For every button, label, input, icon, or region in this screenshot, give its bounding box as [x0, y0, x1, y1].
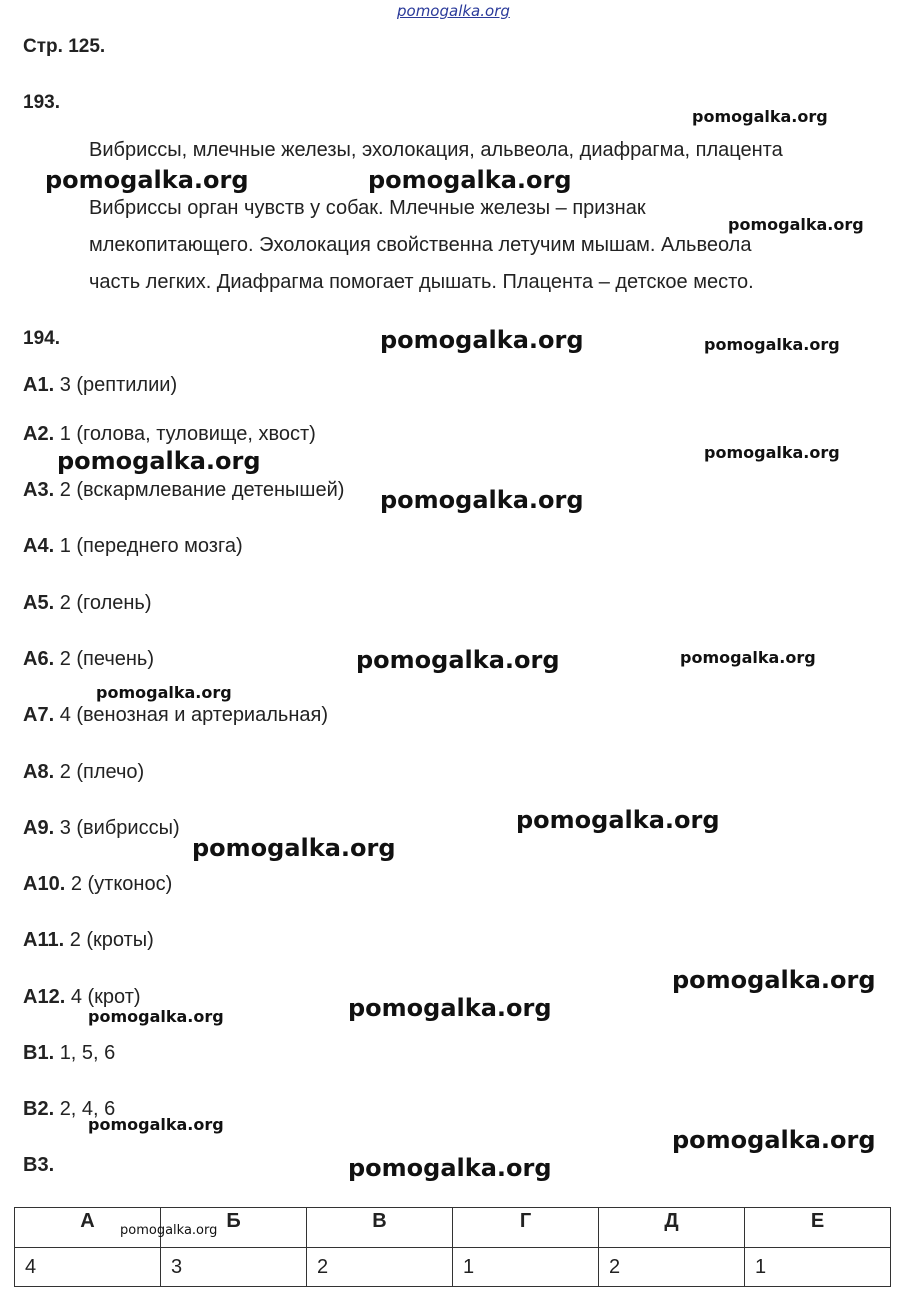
watermark: pomogalka.org — [672, 966, 876, 994]
answer-b1: В1. 1, 5, 6 — [23, 1042, 116, 1064]
task-193-terms: Вибриссы, млечные железы, эхолокация, альвеола, диафрагма, плацента — [89, 139, 783, 161]
answer-a1: А1. 3 (рептилии) — [23, 374, 178, 396]
table-cell: 2 — [307, 1248, 453, 1287]
top-watermark[interactable]: pomogalka.org — [397, 2, 510, 20]
watermark: pomogalka.org — [45, 166, 249, 194]
answer-a7: А7. 4 (венозная и артериальная) — [23, 704, 328, 726]
watermark: pomogalka.org — [368, 166, 572, 194]
table-cell: 2 — [599, 1248, 745, 1287]
watermark: pomogalka.org — [120, 1223, 218, 1238]
answer-a10: А10. 2 (утконос) — [23, 873, 173, 895]
table-cell: 1 — [453, 1248, 599, 1287]
answer-a6: А6. 2 (печень) — [23, 648, 154, 670]
page-header: Стр. 125. — [23, 36, 106, 57]
table-header-cell: Д — [599, 1208, 745, 1248]
task-193-line-1: Вибриссы орган чувств у собак. Млечные железы – признак — [89, 197, 646, 219]
watermark: pomogalka.org — [57, 447, 261, 475]
watermark: pomogalka.org — [348, 1154, 552, 1182]
answer-b2: В2. 2, 4, 6 — [23, 1098, 116, 1120]
table-header-cell: Е — [745, 1208, 891, 1248]
table-cell: 4 — [15, 1248, 161, 1287]
watermark: pomogalka.org — [88, 1115, 224, 1134]
watermark: pomogalka.org — [672, 1126, 876, 1154]
watermark: pomogalka.org — [704, 443, 840, 462]
answer-a11: А11. 2 (кроты) — [23, 929, 154, 951]
answer-a2: А2. 1 (голова, туловище, хвост) — [23, 423, 316, 445]
table-row — [15, 1248, 891, 1287]
watermark: pomogalka.org — [516, 806, 720, 834]
table-header-cell: Г — [453, 1208, 599, 1248]
watermark: pomogalka.org — [704, 335, 840, 354]
task-193-line-2: млекопитающего. Эхолокация свойственна летучим мышам. Альвеола — [89, 234, 752, 256]
answer-a12: А12. 4 (крот) — [23, 986, 141, 1008]
task-194-number: 194. — [23, 328, 60, 349]
watermark: pomogalka.org — [692, 107, 828, 126]
watermark: pomogalka.org — [380, 326, 584, 354]
answer-b3: В3. — [23, 1154, 55, 1176]
watermark: pomogalka.org — [96, 683, 232, 702]
task-193-line-3: часть легких. Диафрагма помогает дышать. Плацента – детское место. — [89, 271, 754, 293]
answer-a5: А5. 2 (голень) — [23, 592, 152, 614]
answer-a3: А3. 2 (вскармлевание детенышей) — [23, 479, 345, 501]
watermark: pomogalka.org — [680, 648, 816, 667]
watermark: pomogalka.org — [380, 486, 584, 514]
watermark: pomogalka.org — [348, 994, 552, 1022]
answer-a4: А4. 1 (переднего мозга) — [23, 535, 243, 557]
watermark: pomogalka.org — [728, 215, 864, 234]
table-cell: 1 — [745, 1248, 891, 1287]
table-header-cell: А — [15, 1208, 161, 1248]
watermark: pomogalka.org — [88, 1007, 224, 1026]
table-header-cell: В — [307, 1208, 453, 1248]
watermark: pomogalka.org — [356, 646, 560, 674]
table-header-cell: Б — [161, 1208, 307, 1248]
answer-table — [14, 1207, 891, 1287]
answer-a8: А8. 2 (плечо) — [23, 761, 145, 783]
task-193-number: 193. — [23, 92, 60, 113]
table-cell: 3 — [161, 1248, 307, 1287]
answer-a9: А9. 3 (вибриссы) — [23, 817, 180, 839]
watermark: pomogalka.org — [192, 834, 396, 862]
